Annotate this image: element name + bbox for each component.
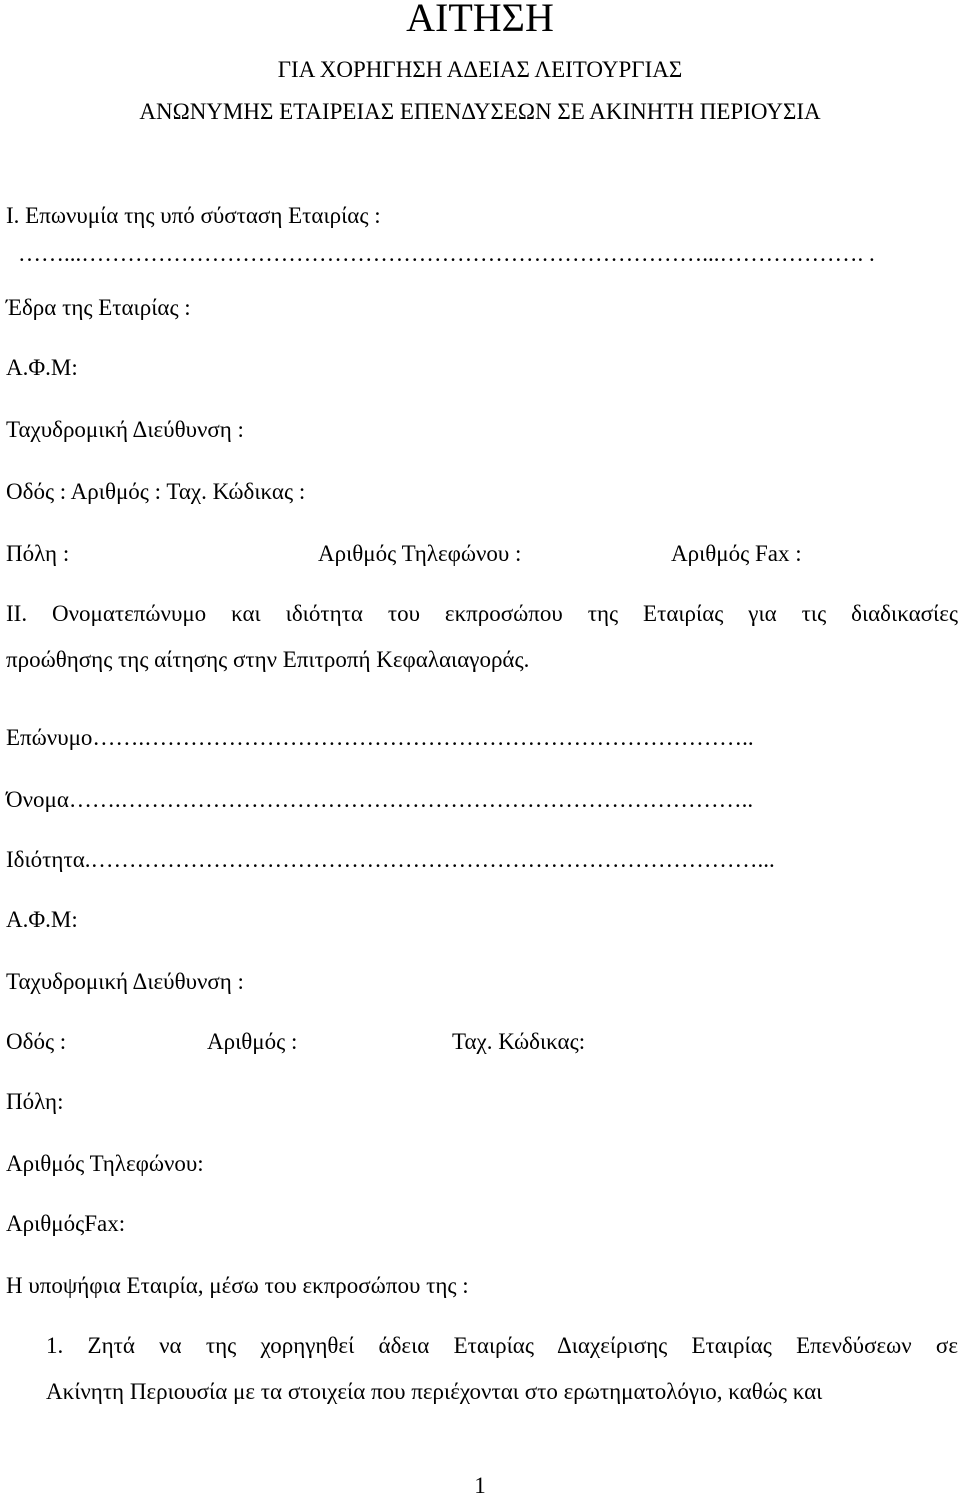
document-subtitle-2: ΑΝΩΝΥΜΗΣ ΕΤΑΙΡΕΙΑΣ ΕΠΕΝΔΥΣΕΩΝ ΣΕ ΑΚΙΝΗΤΗ ΠΕΡΙΟΥΣΙΑ (139, 99, 821, 124)
representative-afm-label: Α.Φ.Μ: (6, 907, 78, 932)
representative-name-line: Όνομα…….……………………………………………………………………….. (6, 787, 754, 812)
representative-surname-line: Επώνυμο…….…………………………………………………………………….. (6, 725, 754, 750)
representative-postcode-label: Ταχ. Κώδικας: (452, 1029, 586, 1054)
request-item-1-line-2: Ακίνητη Περιουσία με τα στοιχεία που περιέχονται στο ερωτηματολόγιο, καθώς και (46, 1379, 823, 1404)
page-number: 1 (474, 1473, 486, 1498)
company-name-dotted-line: ……...………………………………………………………………………...………………. . (18, 241, 875, 266)
request-intro: Η υποψήφια Εταιρία, μέσω του εκπροσώπου της : (6, 1273, 469, 1298)
document-subtitle-1: ΓΙΑ ΧΟΡΗΓΗΣΗ ΑΔΕΙΑΣ ΛΕΙΤΟΥΡΓΙΑΣ (277, 57, 683, 82)
representative-phone-label: Αριθμός Τηλεφώνου: (6, 1151, 204, 1176)
representative-city-label: Πόλη: (6, 1089, 64, 1114)
representative-fax-label: ΑριθμόςFax: (6, 1211, 126, 1236)
representative-street-label: Οδός : (6, 1029, 67, 1054)
representative-intro-line-1: ΙΙ. Ονοματεπώνυμο και ιδιότητα του εκπροσώπου της Εταιρίας για τις διαδικασίες (6, 601, 958, 626)
company-afm-label: Α.Φ.Μ: (6, 355, 78, 380)
company-postal-address-label: Ταχυδρομική Διεύθυνση : (6, 417, 244, 442)
request-item-1-line-1: 1. Ζητά να της χορηγηθεί άδεια Εταιρίας Διαχείρισης Εταιρίας Επενδύσεων σε (46, 1333, 958, 1358)
representative-postal-address-label: Ταχυδρομική Διεύθυνση : (6, 969, 244, 994)
company-street-line: Οδός : Αριθμός : Ταχ. Κώδικας : (6, 479, 306, 504)
company-phone-label: Αριθμός Τηλεφώνου : (318, 541, 522, 566)
company-fax-label: Αριθμός Fax : (671, 541, 802, 566)
company-name-label: Ι. Επωνυμία της υπό σύσταση Εταιρίας : (6, 203, 381, 228)
representative-number-label: Αριθμός : (207, 1029, 298, 1054)
company-city-label: Πόλη : (6, 541, 70, 566)
representative-capacity-line: Ιδιότητα.……………………………………………………………………………... (6, 847, 775, 872)
representative-intro-line-2: προώθησης της αίτησης στην Επιτροπή Κεφαλαιαγοράς. (6, 647, 530, 672)
document-title: ΑΙΤΗΣΗ (406, 0, 554, 40)
company-seat-label: Έδρα της Εταιρίας : (6, 295, 191, 320)
